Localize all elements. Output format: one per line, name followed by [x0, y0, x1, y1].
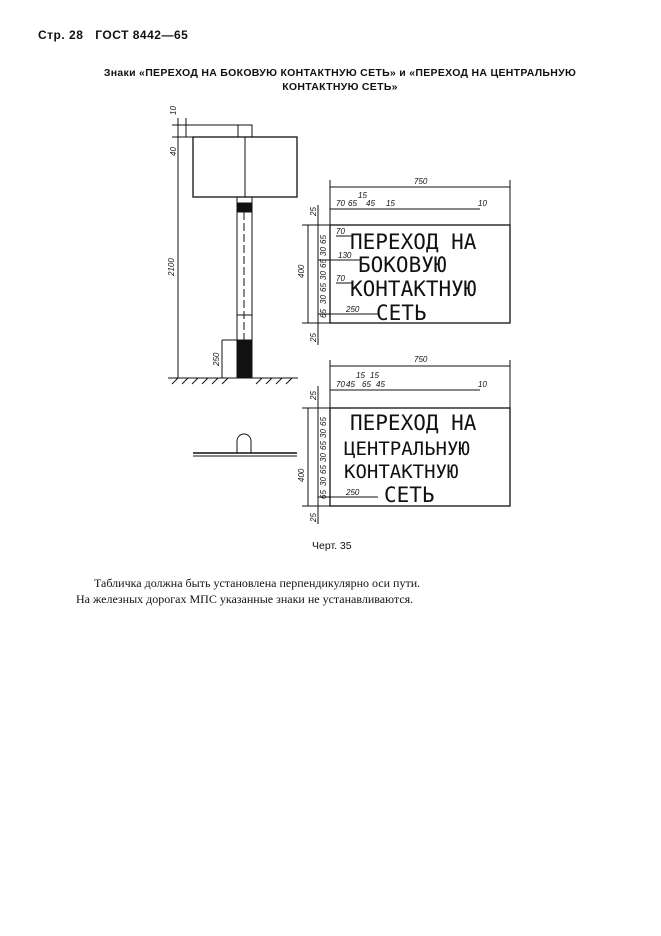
pole-plan-view	[193, 434, 297, 456]
sign2-top-dim-1: 70	[336, 380, 345, 389]
sign1-left-dim-9: 25	[309, 333, 318, 342]
sign2-line2: ЦЕНТРАЛЬНУЮ	[344, 438, 470, 460]
sign2-top-dim-3: 15	[356, 371, 365, 380]
sign1-left-dim-1: 25	[309, 207, 318, 216]
sign1-top-dim-2: 65	[348, 199, 357, 208]
pole-dim-top-gap: 10	[169, 106, 178, 115]
sign2-left-dim-3: 30	[319, 429, 328, 438]
sign1-top-dim-5: 15	[386, 199, 395, 208]
paragraph-1: Табличка должна быть установлена перпендикулярно оси пути.	[94, 576, 421, 590]
sign1-height: 400	[297, 264, 306, 278]
sign1-inner-2: 130	[338, 251, 352, 260]
sign1-top-dim-1: 70	[336, 199, 345, 208]
sign2-top-dim-6: 45	[376, 380, 385, 389]
ground	[168, 378, 298, 384]
sign2-top-dim-2: 45	[346, 380, 355, 389]
figure-title-line1: Знаки «ПЕРЕХОД НА БОКОВУЮ КОНТАКТНУЮ СЕТЬ» и «ПЕРЕХОД НА ЦЕНТРАЛЬНУЮ	[103, 67, 577, 79]
sign2-height: 400	[297, 468, 306, 482]
sign2-top-dim-4: 65	[362, 380, 371, 389]
sign2-left-dim-1: 25	[309, 391, 318, 400]
sign1-left-dim-6: 65	[319, 283, 328, 292]
sign2-left-dim-7: 30	[319, 477, 328, 486]
sign2-left-dim-6: 65	[319, 465, 328, 474]
page-number: Стр. 28	[38, 28, 84, 42]
sign1-left-dim-8: 65	[319, 309, 328, 318]
paragraph-2: На железных дорогах МПС указанные знаки не устанавливаются.	[76, 592, 414, 606]
sign2-left-dim-8: 65	[319, 490, 328, 499]
pole-dim-height: 2100	[167, 258, 176, 276]
sign2-line3: КОНТАКТНУЮ	[344, 461, 459, 483]
sign1-line1: ПЕРЕХОД НА	[350, 230, 477, 254]
sign1-left-dim-7: 30	[319, 295, 328, 304]
sign2-top-dim-5: 15	[370, 371, 379, 380]
sign2-line4: СЕТЬ	[384, 483, 435, 507]
sign1-top-dim-6: 10	[478, 199, 487, 208]
sign1-left-dim-3: 30	[319, 247, 328, 256]
sign1-width: 750	[414, 177, 428, 186]
sign1-left-dim-5: 30	[319, 271, 328, 280]
sign1-line4: СЕТЬ	[376, 301, 427, 325]
sign1-line3: КОНТАКТНУЮ	[350, 277, 477, 301]
sign1-inner-4: 250	[346, 305, 360, 314]
sign2-left-dim-9: 25	[309, 513, 318, 522]
standard-code: ГОСТ 8442—65	[95, 28, 189, 42]
sign1-top-dim-4: 45	[366, 199, 375, 208]
sign2-left-dim-2: 65	[319, 417, 328, 426]
pole	[193, 125, 297, 378]
pole-dimensions	[172, 118, 238, 378]
sign2-left-dim-4: 65	[319, 441, 328, 450]
sign2-inner-1: 250	[346, 488, 360, 497]
sign1-left-dim-4: 65	[319, 259, 328, 268]
sign1-inner-1: 70	[336, 227, 345, 236]
figure-title-line2: КОНТАКТНУЮ СЕТЬ»	[282, 81, 398, 93]
pole-dim-base: 250	[212, 352, 221, 366]
sign2-top-dim-7: 10	[478, 380, 487, 389]
sign2-width: 750	[414, 355, 428, 364]
sign2-left-dim-5: 30	[319, 453, 328, 462]
pole-dim-top-plate: 40	[169, 147, 178, 156]
sign2-line1: ПЕРЕХОД НА	[350, 411, 477, 435]
sign1-top-dim-3: 15	[358, 191, 367, 200]
sign1-inner-3: 70	[336, 274, 345, 283]
figure-caption: Черт. 35	[312, 540, 352, 552]
sign1-line2: БОКОВУЮ	[358, 253, 447, 277]
sign1-left-dim-2: 65	[319, 235, 328, 244]
